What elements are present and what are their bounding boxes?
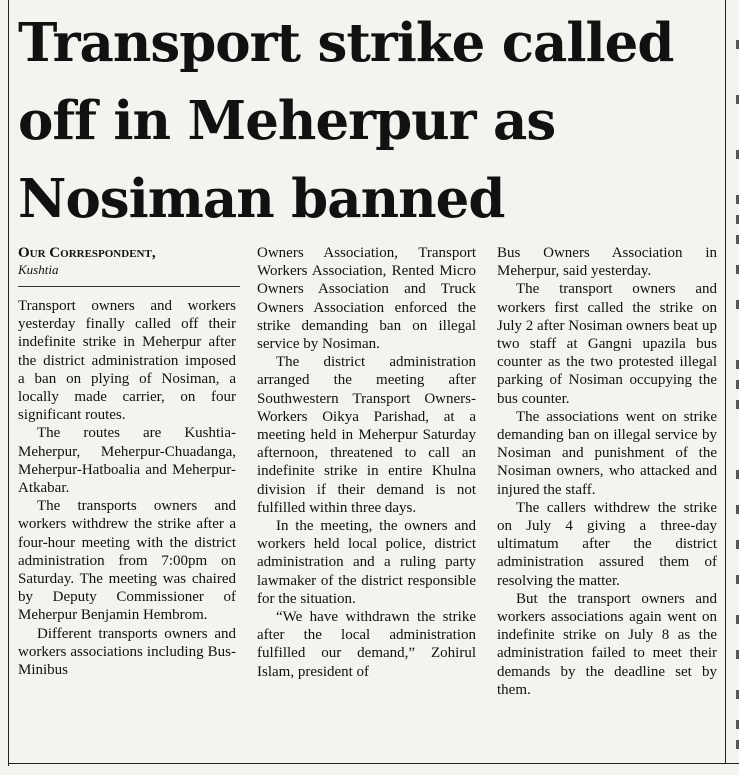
paragraph: “We have withdrawn the strike after the local administration fulfilled our demand,” Zohirul Islam, president of bbox=[257, 609, 476, 680]
byline bbox=[18, 245, 240, 287]
paragraph: The transport owners and workers first called the strike on July 2 after Nosiman owners beat up two staff at Gangni upazila bus counter as the two protested illegal parking of Nosiman occupying the bus counter. bbox=[497, 281, 717, 407]
column-rule-right bbox=[725, 0, 726, 764]
headline: Transport strike called off in Meherpur as Nosiman banned bbox=[18, 12, 674, 230]
byline-name: Our Correspondent, bbox=[18, 245, 156, 261]
paragraph: Different transports owners and workers associations including Bus-Minibus bbox=[18, 625, 236, 679]
paragraph: The routes are Kushtia-Meherpur, Meherpur-Chuadanga, Meherpur-Hatboalia and Meherpur-Atkabar. bbox=[18, 425, 236, 497]
paragraph: Bus Owners Association in Meherpur, said yesterday. bbox=[497, 245, 717, 280]
paragraph: The callers withdrew the strike on July 4 giving a three-day ultimatum after the district administration assured them of resolving the matter. bbox=[497, 499, 717, 589]
article-column-3 bbox=[497, 244, 717, 699]
adjacent-column-fragment bbox=[731, 0, 739, 764]
paragraph: Transport owners and workers yesterday finally called off their indefinite strike in Meherpur after the district administration imposed a ban on plying of Nosiman, a locally made carrier, on four significant routes. bbox=[18, 298, 236, 424]
column-rule-left bbox=[8, 0, 9, 766]
paragraph: The associations went on strike demanding ban on illegal service by Nosiman and punishment of the Nosiman owners, who attacked and injured the staff. bbox=[497, 408, 717, 498]
article-column-2 bbox=[257, 244, 476, 681]
dateline: Kushtia bbox=[18, 262, 59, 277]
paragraph: The transports owners and workers withdrew the strike after a four-hour meeting with the district administration from 7:00pm on Saturday. The meeting was chaired by Deputy Commissioner of Meherpur Benjamin Hembrom. bbox=[18, 498, 236, 624]
paragraph: But the transport owners and workers associations again went on indefinite strike on July 8 as the administration failed to meet their demands by the deadline set by them. bbox=[497, 590, 717, 698]
paragraph: In the meeting, the owners and workers held local police, district administration and a ruling party lawmaker of the district responsible for the situation. bbox=[257, 518, 476, 607]
paragraph: The district administration arranged the meeting after Southwestern Transport Owners-Workers Oikya Parishad, at a meeting held in Meherpur Saturday afternoon, threatened to call an indefinite strike in entire Khulna division if their demand is not fulfilled within three days. bbox=[257, 354, 476, 516]
bottom-rule bbox=[8, 763, 739, 764]
paragraph: Owners Association, Transport Workers Association, Rented Micro Owners Association and Truck Owners Association enforced the strike demanding ban on illegal service by Nosiman. bbox=[257, 245, 476, 353]
article-column-1 bbox=[18, 297, 236, 679]
